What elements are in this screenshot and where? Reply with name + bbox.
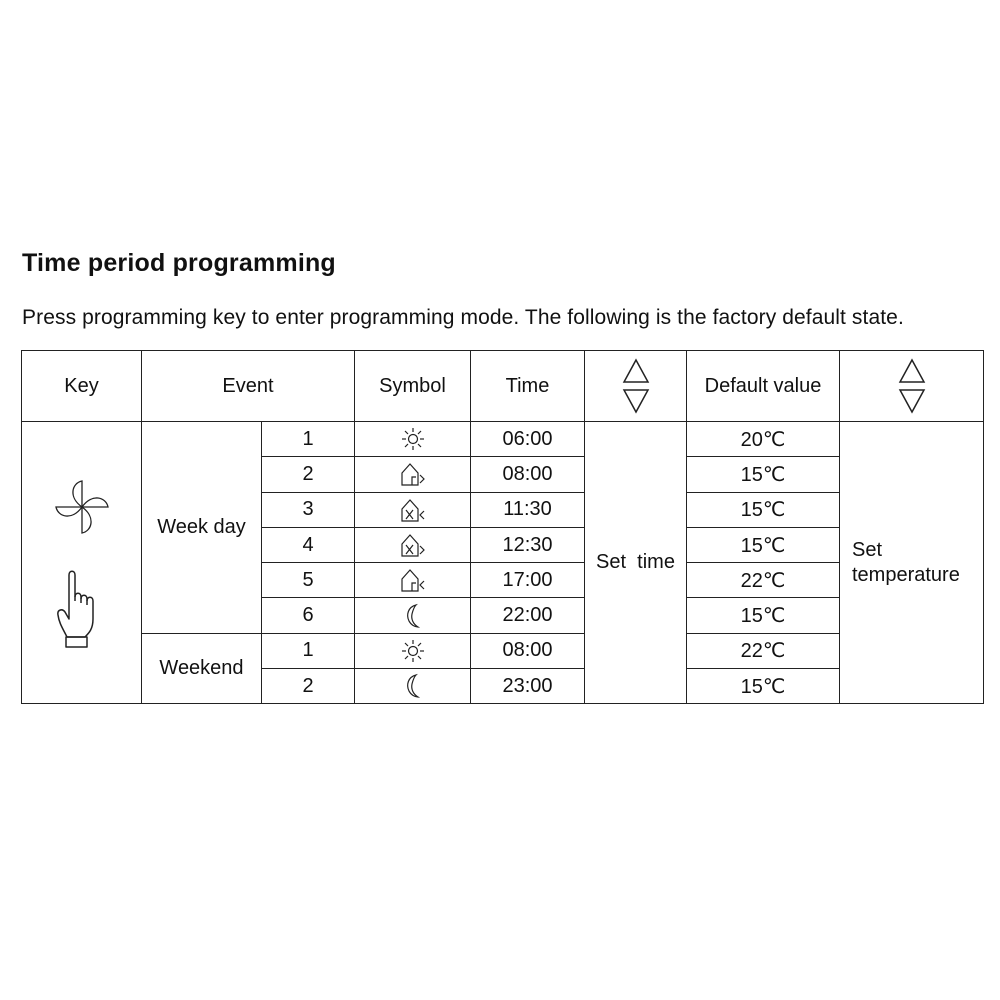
header-time: Time [471, 351, 585, 422]
symbol-cell [355, 527, 471, 562]
symbol-cell [355, 422, 471, 457]
event-time: 06:00 [471, 422, 585, 457]
default-value: 15℃ [687, 598, 840, 633]
table-row [22, 422, 984, 457]
table-row [22, 633, 984, 668]
key-cell [22, 422, 142, 704]
event-time: 22:00 [471, 598, 585, 633]
event-time: 17:00 [471, 563, 585, 598]
event-time: 08:00 [471, 457, 585, 492]
weekend-label: Weekend [142, 633, 262, 704]
header-row [22, 351, 984, 422]
event-number: 2 [262, 457, 355, 492]
sun-icon [401, 639, 425, 663]
default-value: 15℃ [687, 492, 840, 527]
event-number: 5 [262, 563, 355, 598]
leave-home-icon [399, 461, 427, 487]
event-number: 1 [262, 422, 355, 457]
event-number: 6 [262, 598, 355, 633]
symbol-cell [355, 669, 471, 704]
default-value: 15℃ [687, 669, 840, 704]
temperature-adjust-arrows [840, 351, 984, 422]
lunch-home-icon [399, 497, 427, 523]
symbol-cell [355, 633, 471, 668]
programming-table [21, 350, 984, 704]
event-time: 12:30 [471, 527, 585, 562]
symbol-cell [355, 598, 471, 633]
symbol-cell [355, 563, 471, 598]
event-time: 23:00 [471, 669, 585, 704]
header-event: Event [142, 351, 355, 422]
time-adjust-arrows [585, 351, 687, 422]
sun-icon [401, 427, 425, 451]
hand-pointer-icon [55, 567, 109, 651]
header-key: Key [22, 351, 142, 422]
set-temperature-label: Set temperature [840, 422, 984, 704]
moon-icon [403, 673, 423, 699]
default-value: 22℃ [687, 563, 840, 598]
event-time: 11:30 [471, 492, 585, 527]
lunch-leave-icon [399, 532, 427, 558]
default-value: 20℃ [687, 422, 840, 457]
symbol-cell [355, 457, 471, 492]
event-number: 4 [262, 527, 355, 562]
moon-icon [403, 603, 423, 629]
set-time-label: Set time [585, 422, 687, 704]
event-number: 2 [262, 669, 355, 704]
header-symbol: Symbol [355, 351, 471, 422]
default-value: 22℃ [687, 633, 840, 668]
return-home-icon [399, 567, 427, 593]
up-down-triangle-icon [621, 357, 651, 415]
event-number: 1 [262, 633, 355, 668]
weekday-label: Week day [142, 422, 262, 634]
fan-icon [50, 475, 114, 539]
event-time: 08:00 [471, 633, 585, 668]
instruction-text: Press programming key to enter programming mode. The following is the factory default state. [22, 306, 904, 329]
event-number: 3 [262, 492, 355, 527]
up-down-triangle-icon [897, 357, 927, 415]
default-value: 15℃ [687, 527, 840, 562]
default-value: 15℃ [687, 457, 840, 492]
header-default-value: Default value [687, 351, 840, 422]
page-title: Time period programming [22, 249, 336, 277]
symbol-cell [355, 492, 471, 527]
